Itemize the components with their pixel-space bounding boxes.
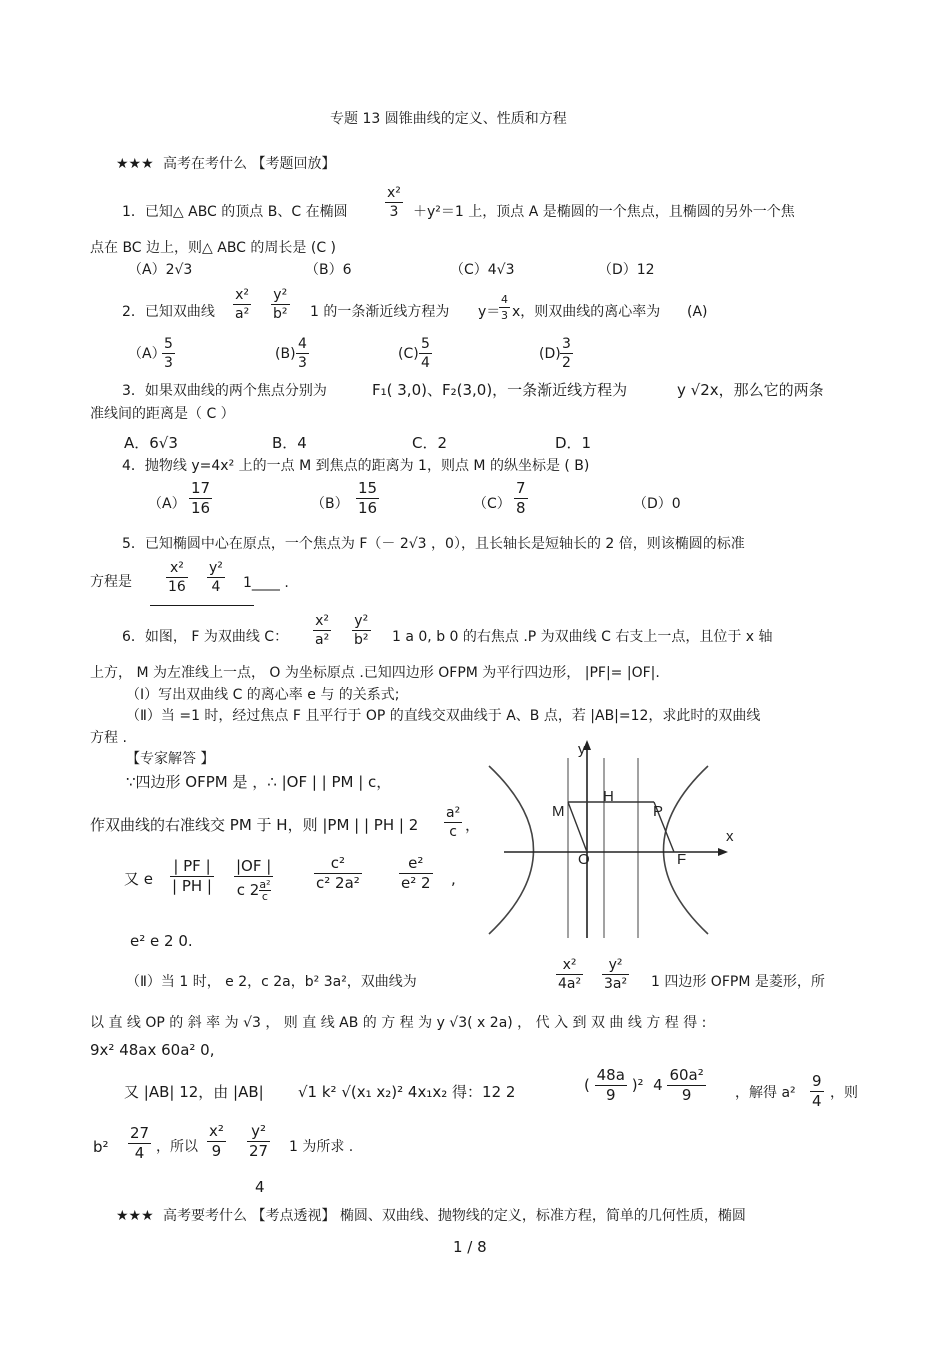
q3-option-a: A．6√3 [124,434,178,452]
q4-option-b-label: （B） [311,496,349,512]
q3-option-d: D．1 [555,434,592,452]
solution-line4: e² e 2 0. [130,932,193,950]
segment-mo [568,802,587,852]
solution-line6: 以 直 线 OP 的 斜 率 为 √3 ， 则 直 线 AB 的 方 程 为 y √3( x 2a) ， 代 入 到 双 曲 线 方 程 得 : [90,1015,707,1031]
q1-text-line2: 点在 BC 边上，则△ ABC 的周长是 (C ) [90,240,337,256]
solution-line8a: 又 |AB| 12，由 |AB| [124,1083,264,1101]
page-number: 1 / 8 [453,1238,487,1256]
page-title: 专题 13 圆锥曲线的定义、性质和方程 [330,111,567,127]
solution-line1: ∵四边形 OFPM 是 ，∴ |OF | | PM | c， [126,773,392,791]
q2-option-b-frac: $\frac{4}{3}$ [298,336,307,371]
solution-e-lead: 又 e [124,870,153,888]
q2-tail-b: y＝ [478,304,501,320]
q1-text-b: ＋y²＝1 上，顶点 A 是椭圆的一个焦点，且椭圆的另外一个焦 [413,204,795,220]
solution-c2-frac: $\frac{\text{c²}}{\text{c² 2a²}}$ [316,854,360,892]
q3-text-c: y √2x，那么它的两条 [677,381,824,399]
q3-option-c: C．2 [412,434,448,452]
solution-hyp-frac-y: $\frac{\text{y²}}{\text{3a²}}$ [604,957,628,992]
q4-option-c-frac: $\frac{7}{8}$ [516,479,526,517]
q2-frac-x: $\frac{\text{x²}}{\text{a²}}$ [235,287,250,322]
label-p: P [653,803,664,820]
q6-text-a: 6．如图， F 为双曲线 C： [122,629,289,645]
q2-answer: (A) [687,304,708,320]
q4-option-a-label: （A） [148,496,186,512]
section-stars: ★★★ [116,156,154,172]
solution-pf-ph: $\frac{| PF |}{| PH |}$ [172,857,212,895]
q1-option-d: （D）12 [598,262,655,278]
q2-option-d-label: (D) [539,346,561,362]
q6-frac-x: $\frac{\text{x²}}{\text{a²}}$ [315,613,330,648]
solution-b2-value: $\frac{27}{4}$ [130,1124,150,1162]
label-m: M [552,803,565,820]
q4-text: 4．抛物线 y=4x² 上的一点 M 到焦点的距离为 1，则点 M 的纵坐标是 ( B) [122,458,590,474]
solution-e2-frac: $\frac{\text{e²}}{\text{e² 2}}$ [401,854,431,892]
solution-line9c: 1 为所求 . [289,1139,354,1155]
q4-option-a-frac: $\frac{17}{16}$ [191,479,211,517]
solution-a2-over-c: $\frac{\text{a²}}{c}$ [446,805,461,840]
solution-line7: 9x² 48ax 60a² 0, [90,1041,215,1059]
q3-text-line2: 准线间的距离是（ C ） [90,406,235,422]
solution-hyp-frac-x: $\frac{\text{x²}}{\text{4a²}}$ [558,957,582,992]
solution-line9b: ，所以 [156,1139,198,1155]
q5-answer-frac-y: $\frac{\text{y²}}{4}$ [209,560,223,595]
section2-stars: ★★★ [116,1208,154,1224]
q4-option-c-label: （C） [473,496,511,512]
q2-option-a-frac: $\frac{5}{3}$ [164,336,173,371]
solution-line5a: （Ⅱ）当 1 时， e 2，c 2a，b² 3a²，双曲线为 [126,974,417,990]
q6-frac-y: $\frac{\text{y²}}{\text{b²}}$ [354,613,369,648]
q6-part2-end: 方程 . [90,730,127,746]
q4-option-b-frac: $\frac{15}{16}$ [358,479,378,517]
label-x: x [726,828,734,845]
q5-text-line2: 方程是 [90,574,132,590]
q2-option-a-label: （A） [128,346,166,362]
solution-of-frac: |OF | c 2 $\frac{\text{a²}}{c}$ [236,857,272,903]
q6-text-line2: 上方， M 为左准线上一点， O 为坐标原点 .已知四边形 OFPM 为平行四边形， |PF|= |OF|. [90,665,660,681]
q2-lead: 2．已知双曲线 [122,304,215,320]
q2-tail-a: 1 的一条渐近线方程为 [310,304,450,320]
q2-option-c-label: (C) [398,346,419,362]
solution-line8b: √1 k² √(x₁ x₂)² 4x₁x₂ 得：12 2 [298,1083,516,1101]
solution-line2-comma: ， [465,816,481,834]
left-branch [489,766,534,934]
q5-text-line1: 5．已知椭圆中心在原点，一个焦点为 F（－ 2√3 ，0），且长轴长是短轴长的 2 倍，则该椭圆的标准 [122,536,745,552]
solution-header: 【专家解答 】 [126,751,215,767]
hyperbola-figure [486,738,752,938]
label-h: H [603,788,614,805]
solution-line3-comma: , [451,870,456,888]
q3-text-a: 3．如果双曲线的两个焦点分别为 [122,383,327,399]
solution-a2-value: $\frac{9}{4}$ [812,1072,822,1110]
q3-text-b: F₁( 3,0)、F₂(3,0)，一条渐近线方程为 [372,381,628,399]
q1-fraction: $\frac{\text{x²}}{3}$ [387,185,401,220]
q2-tail-c: x，则双曲线的离心率为 [512,304,661,320]
q2-option-b-label: (B) [275,346,296,362]
q2-option-d-frac: $\frac{3}{2}$ [562,336,571,371]
solution-line9a: b² [93,1138,109,1156]
solution-line2: 作双曲线的右准线交 PM 于 H，则 |PM | | PH | 2 [90,816,419,834]
q5-answer-tail: 1____ . [243,575,289,591]
q3-option-b: B．4 [272,434,307,452]
solution-sqrt-bracket: ( $\frac{48a}{9}$ )² 4 $\frac{\text{60a²}}{9}$ [584,1066,704,1104]
section2-heading: 高考要考什么 【考点透视】 椭圆、双曲线、抛物线的定义，标准方程，简单的几何性质，椭圆 [163,1208,746,1224]
q2-slope-frac: $\frac{4}{3}$ [501,293,508,322]
q1-option-b: （B）6 [305,262,352,278]
q5-answer-frac-x: $\frac{\text{x²}}{16}$ [168,560,186,595]
q5-answer-underline [150,605,254,606]
q1-text-a: 1．已知△ ABC 的顶点 B、C 在椭圆 [122,204,348,220]
x-axis-arrow [718,848,728,856]
right-branch [664,766,709,934]
q2-option-c-frac: $\frac{5}{4}$ [421,336,430,371]
solution-line5b: 1 四边形 OFPM 是菱形，所 [651,974,825,990]
q6-part1: （Ⅰ）写出双曲线 C 的离心率 e 与 的关系式; [126,687,400,703]
solution-final-y: $\frac{\text{y²}}{27}$ [249,1122,269,1160]
solution-final-x: $\frac{\text{x²}}{9}$ [209,1122,224,1160]
q6-part2: （Ⅱ）当 =1 时，经过焦点 F 且平行于 OP 的直线交双曲线于 A、B 点，若 |AB|=12，求此时的双曲线 [126,708,761,724]
label-y: y [578,741,586,758]
solution-line8c: ，解得 a² [735,1085,796,1101]
q1-option-a: （A）2√3 [128,262,193,278]
q6-text-b: 1 a 0, b 0 的右焦点 .P 为双曲线 C 右支上一点，且位于 x 轴 [392,629,773,645]
solution-final-y-den2: 4 [255,1178,265,1196]
label-o: O [578,851,590,868]
section-heading: 高考在考什么 【考题回放】 [163,156,336,172]
label-f: F [677,851,687,868]
q2-frac-y: $\frac{\text{y²}}{\text{b²}}$ [273,287,288,322]
q4-option-d: （D）0 [633,496,681,512]
q1-option-c: （C）4√3 [450,262,515,278]
solution-line8d: ，则 [830,1085,858,1101]
